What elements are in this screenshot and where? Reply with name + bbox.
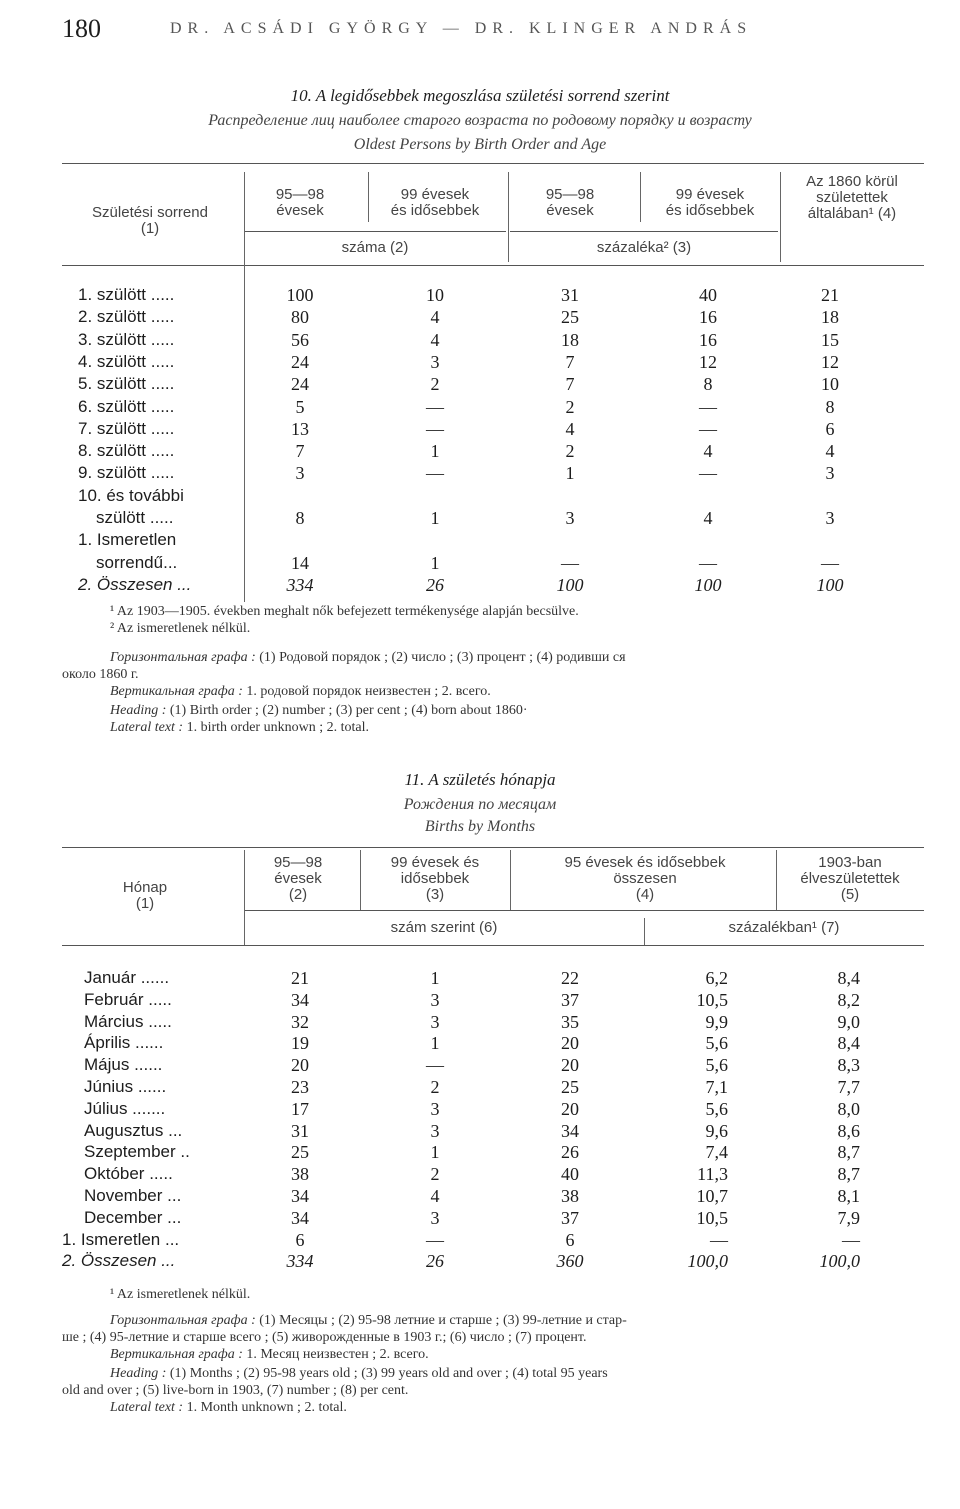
table2-row-label: Április ......: [84, 1033, 164, 1053]
table2-ru-heading-text2: ше ; (4) 95-летние и старше всего ; (5) живорожденные в 1903 г.; (6) число ; (7) процент.: [62, 1330, 587, 1345]
table1-cell: 6: [825, 418, 835, 439]
table2-header-c4: 1903-ban élveszületettek (5): [800, 854, 900, 903]
table2-ru-heading-text: (1) Месяцы ; (2) 95-98 летние и старше ; (3) 99-летние и стар-: [259, 1313, 627, 1328]
table1-top-rule: [62, 163, 924, 164]
table1-cell: 3: [565, 508, 575, 528]
table2-cell: —: [710, 1229, 728, 1250]
table2-cell: 32: [291, 1011, 309, 1032]
table1-group1-rule: [244, 231, 506, 232]
table1-cell: 2: [565, 396, 575, 417]
table2-title-hu: 11. A születés hónapja: [404, 770, 556, 789]
table2-cell: 8,7: [837, 1142, 860, 1163]
table1-col-divider: [780, 172, 781, 262]
table1-cell: 56: [291, 329, 309, 350]
table1-cell: 21: [821, 285, 839, 305]
table2-cell: 100,0: [819, 1251, 860, 1272]
table1-header-c5: Az 1860 körül születettek általában¹ (4): [806, 173, 898, 222]
table2-cell: 1: [430, 1033, 440, 1054]
table1-cell: 8: [295, 508, 305, 528]
table2-cell: 34: [291, 989, 309, 1010]
table2-row-label: Szeptember ..: [84, 1142, 190, 1162]
table1-cell: 100: [286, 285, 314, 305]
table2-cell: 3: [430, 989, 440, 1010]
table1-row-label: sorrendű...: [96, 552, 178, 572]
table2-row-label: Október .....: [84, 1164, 173, 1184]
table2-row-label: 2. Összesen ...: [62, 1251, 176, 1271]
table2-cell: 38: [291, 1164, 309, 1185]
table1-cell: 3: [825, 508, 835, 528]
table2-group2-rule: [644, 910, 924, 911]
table2-cell: 25: [561, 1077, 579, 1097]
table2-header-row-label: Hónap (1): [122, 879, 168, 912]
table2-cell: 8,6: [837, 1120, 860, 1141]
table1-row-label: 10. és további: [78, 485, 184, 505]
table1-cell: 4: [430, 307, 440, 328]
table1-cell: —: [699, 396, 717, 417]
table1-cell: 25: [561, 307, 579, 328]
table2-col-divider: [244, 850, 245, 945]
table2-cell: 2: [430, 1164, 440, 1185]
table1-cell: 7: [295, 441, 305, 462]
table1-cell: 5: [295, 396, 305, 417]
table2-cell: 20: [291, 1055, 309, 1076]
table2-row-label: Január ......: [84, 968, 170, 987]
table2-cell: 8,4: [837, 968, 860, 988]
table1-cell: 12: [699, 351, 717, 372]
table2-cell: 23: [291, 1077, 309, 1097]
table1-cell: 24: [291, 351, 309, 372]
table1-cell: 8: [825, 396, 835, 417]
table1-cell: 12: [821, 351, 839, 372]
table2-cell: 3: [430, 1207, 440, 1228]
table2-cell: 360: [556, 1251, 584, 1272]
table1-header-row-label: Születési sorrend (1): [92, 204, 208, 237]
table1-cell: 31: [561, 285, 579, 305]
table2-row-label: 1. Ismeretlen ...: [62, 1229, 180, 1249]
table2-cell: 34: [291, 1186, 309, 1206]
table1-row-label: 7. szülött .....: [78, 418, 175, 438]
table1-group1-label: száma (2): [341, 239, 409, 256]
table2-cell: 10,5: [696, 1207, 728, 1228]
table2-cell: 8,4: [837, 1033, 860, 1054]
table1-cell: —: [426, 396, 444, 417]
table2-row-label: Augusztus ...: [84, 1120, 183, 1140]
table2-cell: 26: [561, 1142, 579, 1163]
table1-title-ru: Распределение лиц наиболее старого возраста по родовому порядку и возрасту: [208, 112, 752, 129]
table2-row-label: Május ......: [84, 1055, 163, 1075]
table2-cell: 5,6: [705, 1055, 728, 1076]
table1-row-label: 9. szülött .....: [78, 463, 175, 483]
table1-cell: —: [699, 552, 717, 573]
table2-cell: 10,5: [696, 989, 728, 1010]
table1-cell: 10: [426, 285, 444, 305]
table1-row-label: 8. szülött .....: [78, 441, 175, 461]
table1-ru-heading-text: (1) Родовой порядок ; (2) число ; (3) процент ; (4) родивши ся: [259, 650, 626, 665]
table1-cell: 3: [825, 463, 835, 484]
table1-row-label: 6. szülött .....: [78, 396, 175, 416]
table1-cell: 1: [430, 508, 440, 528]
table2-row-label: Február .....: [84, 989, 172, 1009]
table2-header-rule: [62, 945, 924, 946]
table1-en-lateral-text: 1. birth order unknown ; 2. total.: [186, 720, 369, 735]
table2-cell: 34: [561, 1120, 579, 1141]
table2-cell: 1: [430, 1142, 440, 1163]
table1-header-c2: 99 évesek és idősebbek: [390, 186, 480, 219]
table2-cell: 19: [291, 1033, 309, 1054]
table1-cell: —: [561, 552, 579, 573]
table1-footnote-2: ² Az ismeretlenek nélkül.: [110, 621, 251, 636]
table1-ru-lateral-label: Вертикальная графа :: [110, 684, 243, 699]
table1-cell: 2: [430, 374, 440, 395]
table1-cell: 1: [565, 463, 575, 484]
table1-cell: 2: [565, 441, 575, 462]
table1-col-divider: [640, 172, 641, 222]
table2-cell: 8,1: [837, 1186, 860, 1206]
table1-row-label: 4. szülött .....: [78, 351, 175, 371]
table1-en-heading-text: (1) Birth order ; (2) number ; (3) per cent ; (4) born about 1860·: [169, 703, 528, 718]
table1-cell: 7: [565, 374, 575, 395]
table2-cell: 4: [430, 1186, 440, 1206]
table1-row-label: szülött .....: [96, 508, 174, 527]
table2-cell: —: [842, 1229, 860, 1250]
running-head: DR. ACSÁDI GYÖRGY — DR. KLINGER ANDRÁS: [170, 20, 753, 37]
table1-en-lateral-label: Lateral text :: [110, 720, 184, 735]
table2-ru-lateral-text: 1. Месяц неизвестен ; 2. всего.: [246, 1347, 429, 1362]
table1-en-heading-label: Heading :: [110, 703, 167, 718]
table1-cell: 1: [430, 552, 440, 573]
table2-cell: 9,9: [705, 1011, 728, 1032]
table1-row-label: 1. szülött .....: [78, 285, 175, 304]
table2-row-label: Március .....: [84, 1011, 172, 1031]
table2-cell: 7,7: [837, 1077, 860, 1097]
table1-cell: 4: [825, 441, 835, 462]
table2-cell: 100,0: [687, 1251, 728, 1272]
table2-cell: 5,6: [705, 1033, 728, 1054]
table2-cell: 6: [295, 1229, 305, 1250]
table2-title-ru: Рождения по месяцам: [403, 796, 557, 813]
table2-ru-lateral-label: Вертикальная графа :: [110, 1347, 243, 1362]
table1-col-divider: [508, 172, 509, 262]
table1-cell: 1: [430, 441, 440, 462]
table1-footnote-1: ¹ Az 1903—1905. években meghalt nők befejezett termékenysége alapján becsülve.: [110, 604, 579, 619]
table2-cell: 31: [291, 1120, 309, 1141]
table2-cell: 26: [426, 1251, 444, 1272]
table1-row-label: 1. Ismeretlen: [78, 530, 177, 550]
table2-cell: 8,3: [837, 1055, 860, 1076]
table1-cell: 26: [426, 574, 444, 595]
table2-cell: 6,2: [705, 968, 728, 988]
table1-header-rule: [62, 265, 924, 266]
table1-cell: 16: [699, 307, 717, 328]
table2-cell: 7,1: [705, 1077, 728, 1097]
table2-cell: 20: [561, 1055, 579, 1076]
table1-cell: 18: [821, 307, 839, 328]
table2-cell: 7,9: [837, 1207, 860, 1228]
table2-col-divider: [360, 850, 361, 910]
table1-cell: 7: [565, 351, 575, 372]
table2-cell: 20: [561, 1098, 579, 1119]
table2-group1-rule: [244, 910, 644, 911]
table1-cell: 3: [295, 463, 305, 484]
table2-cell: —: [426, 1055, 444, 1076]
table2-cell: 1: [430, 968, 440, 988]
table2-cell: 8,2: [837, 989, 860, 1010]
table1-cell: 15: [821, 329, 839, 350]
table2-cell: 10,7: [696, 1186, 728, 1206]
table1-cell: 100: [816, 574, 844, 595]
page-number: 180: [62, 14, 101, 43]
table1-title-en: Oldest Persons by Birth Order and Age: [353, 136, 607, 153]
table1-col-divider: [244, 172, 245, 602]
table2-cell: 11,3: [697, 1164, 728, 1185]
table1-row-label: 3. szülött .....: [78, 329, 175, 349]
table2-footnote-1: ¹ Az ismeretlenek nélkül.: [110, 1287, 251, 1302]
table2-row-label: Július .......: [84, 1098, 166, 1118]
table2-cell: —: [426, 1229, 444, 1250]
table1-row-label: 2. Összesen ...: [78, 574, 192, 594]
table2-row-label: December ...: [84, 1207, 182, 1227]
table2-ru-heading-label: Горизонтальная графа :: [110, 1313, 256, 1328]
table2-cell: 38: [561, 1186, 579, 1206]
table1-col-divider: [368, 172, 369, 222]
table1-cell: 16: [699, 329, 717, 350]
table2-header-c3: 95 évesek és idősebbek összesen (4): [564, 854, 726, 903]
table1-cell: —: [821, 552, 839, 573]
table1-row-label: 5. szülött .....: [78, 374, 175, 394]
table1-ru-heading-label: Горизонтальная графа :: [110, 650, 256, 665]
table2-group1-label: szám szerint (6): [390, 919, 498, 936]
table1-cell: 14: [291, 552, 309, 573]
table2-cell: 37: [561, 1207, 579, 1228]
table1-cell: 4: [703, 441, 713, 462]
table2-cell: 2: [430, 1077, 440, 1097]
table1-cell: —: [699, 463, 717, 484]
table2-en-heading-text: (1) Months ; (2) 95-98 years old ; (3) 99 years old and over ; (4) total 95 years: [169, 1366, 608, 1381]
table1-cell: 80: [291, 307, 309, 328]
table2-row-label: Június ......: [84, 1077, 167, 1096]
table2-cell: 5,6: [705, 1098, 728, 1119]
table1-cell: 4: [703, 508, 713, 528]
table1-group2-label: százaléka² (3): [596, 239, 692, 256]
table1-ru-lateral-text: 1. родовой порядок неизвестен ; 2. всего.: [246, 684, 491, 699]
table2-row-label: November ...: [84, 1186, 182, 1205]
table2-cell: 3: [430, 1098, 440, 1119]
table1-cell: —: [426, 463, 444, 484]
table1-cell: 18: [561, 329, 579, 350]
table2-cell: 6: [565, 1229, 575, 1250]
table2-cell: 37: [561, 989, 579, 1010]
table1-cell: 13: [291, 418, 309, 439]
table2-en-heading-label: Heading :: [110, 1366, 167, 1381]
table1-header-c3: 95—98 évesek: [545, 186, 595, 219]
table2-header-c2: 99 évesek és idősebbek (3): [390, 854, 480, 903]
table2-col-divider: [510, 850, 511, 910]
table1-header-c1: 95—98 évesek: [275, 186, 325, 219]
table2-header-c1: 95—98 évesek (2): [273, 854, 323, 903]
table1-cell: 100: [556, 574, 584, 595]
table2-top-rule: [62, 847, 924, 848]
table1-cell: 100: [694, 574, 722, 595]
table2-col-divider: [644, 918, 645, 945]
table2-cell: 34: [291, 1207, 309, 1228]
table2-cell: 35: [561, 1011, 579, 1032]
table1-cell: 334: [286, 574, 314, 595]
table1-cell: 40: [699, 285, 717, 305]
table2-cell: 22: [561, 968, 579, 988]
table2-cell: 40: [561, 1164, 579, 1185]
table2-cell: 334: [286, 1251, 314, 1272]
table1-cell: 10: [821, 374, 839, 395]
table1-group2-rule: [510, 231, 778, 232]
table2-en-heading-text2: old and over ; (5) live-born in 1903, (7) number ; (8) per cent.: [62, 1383, 409, 1398]
table1-cell: 3: [430, 351, 440, 372]
table2-cell: 8,0: [837, 1098, 860, 1119]
table1-cell: 24: [291, 374, 309, 395]
table1-row-label: 2. szülött .....: [78, 307, 175, 327]
table1-header-c4: 99 évesek és idősebbek: [665, 186, 755, 219]
table2-en-lateral-text: 1. Month unknown ; 2. total.: [186, 1400, 347, 1415]
table2-cell: 17: [291, 1098, 309, 1119]
table2-cell: 20: [561, 1033, 579, 1054]
table2-cell: 3: [430, 1120, 440, 1141]
table2-group2-label: százalékban¹ (7): [728, 919, 840, 936]
table1-cell: 4: [565, 418, 575, 439]
table2-en-lateral-label: Lateral text :: [110, 1400, 184, 1415]
table1-cell: 4: [430, 329, 440, 350]
table1-cell: —: [426, 418, 444, 439]
table2-cell: 3: [430, 1011, 440, 1032]
table2-cell: 25: [291, 1142, 309, 1163]
table1-title-hu: 10. A legidősebbek megoszlása születési sorrend szerint: [290, 86, 670, 105]
table1-cell: —: [699, 418, 717, 439]
table2-title-en: Births by Months: [424, 818, 536, 835]
table2-cell: 8,7: [837, 1164, 860, 1185]
table1-cell: 8: [703, 374, 713, 395]
table2-cell: 7,4: [705, 1142, 728, 1163]
table2-cell: 9,6: [705, 1120, 728, 1141]
table2-cell: 9,0: [837, 1011, 860, 1032]
table1-ru-heading-text2: около 1860 г.: [62, 667, 139, 682]
table2-cell: 21: [291, 968, 309, 988]
table2-col-divider: [776, 850, 777, 910]
